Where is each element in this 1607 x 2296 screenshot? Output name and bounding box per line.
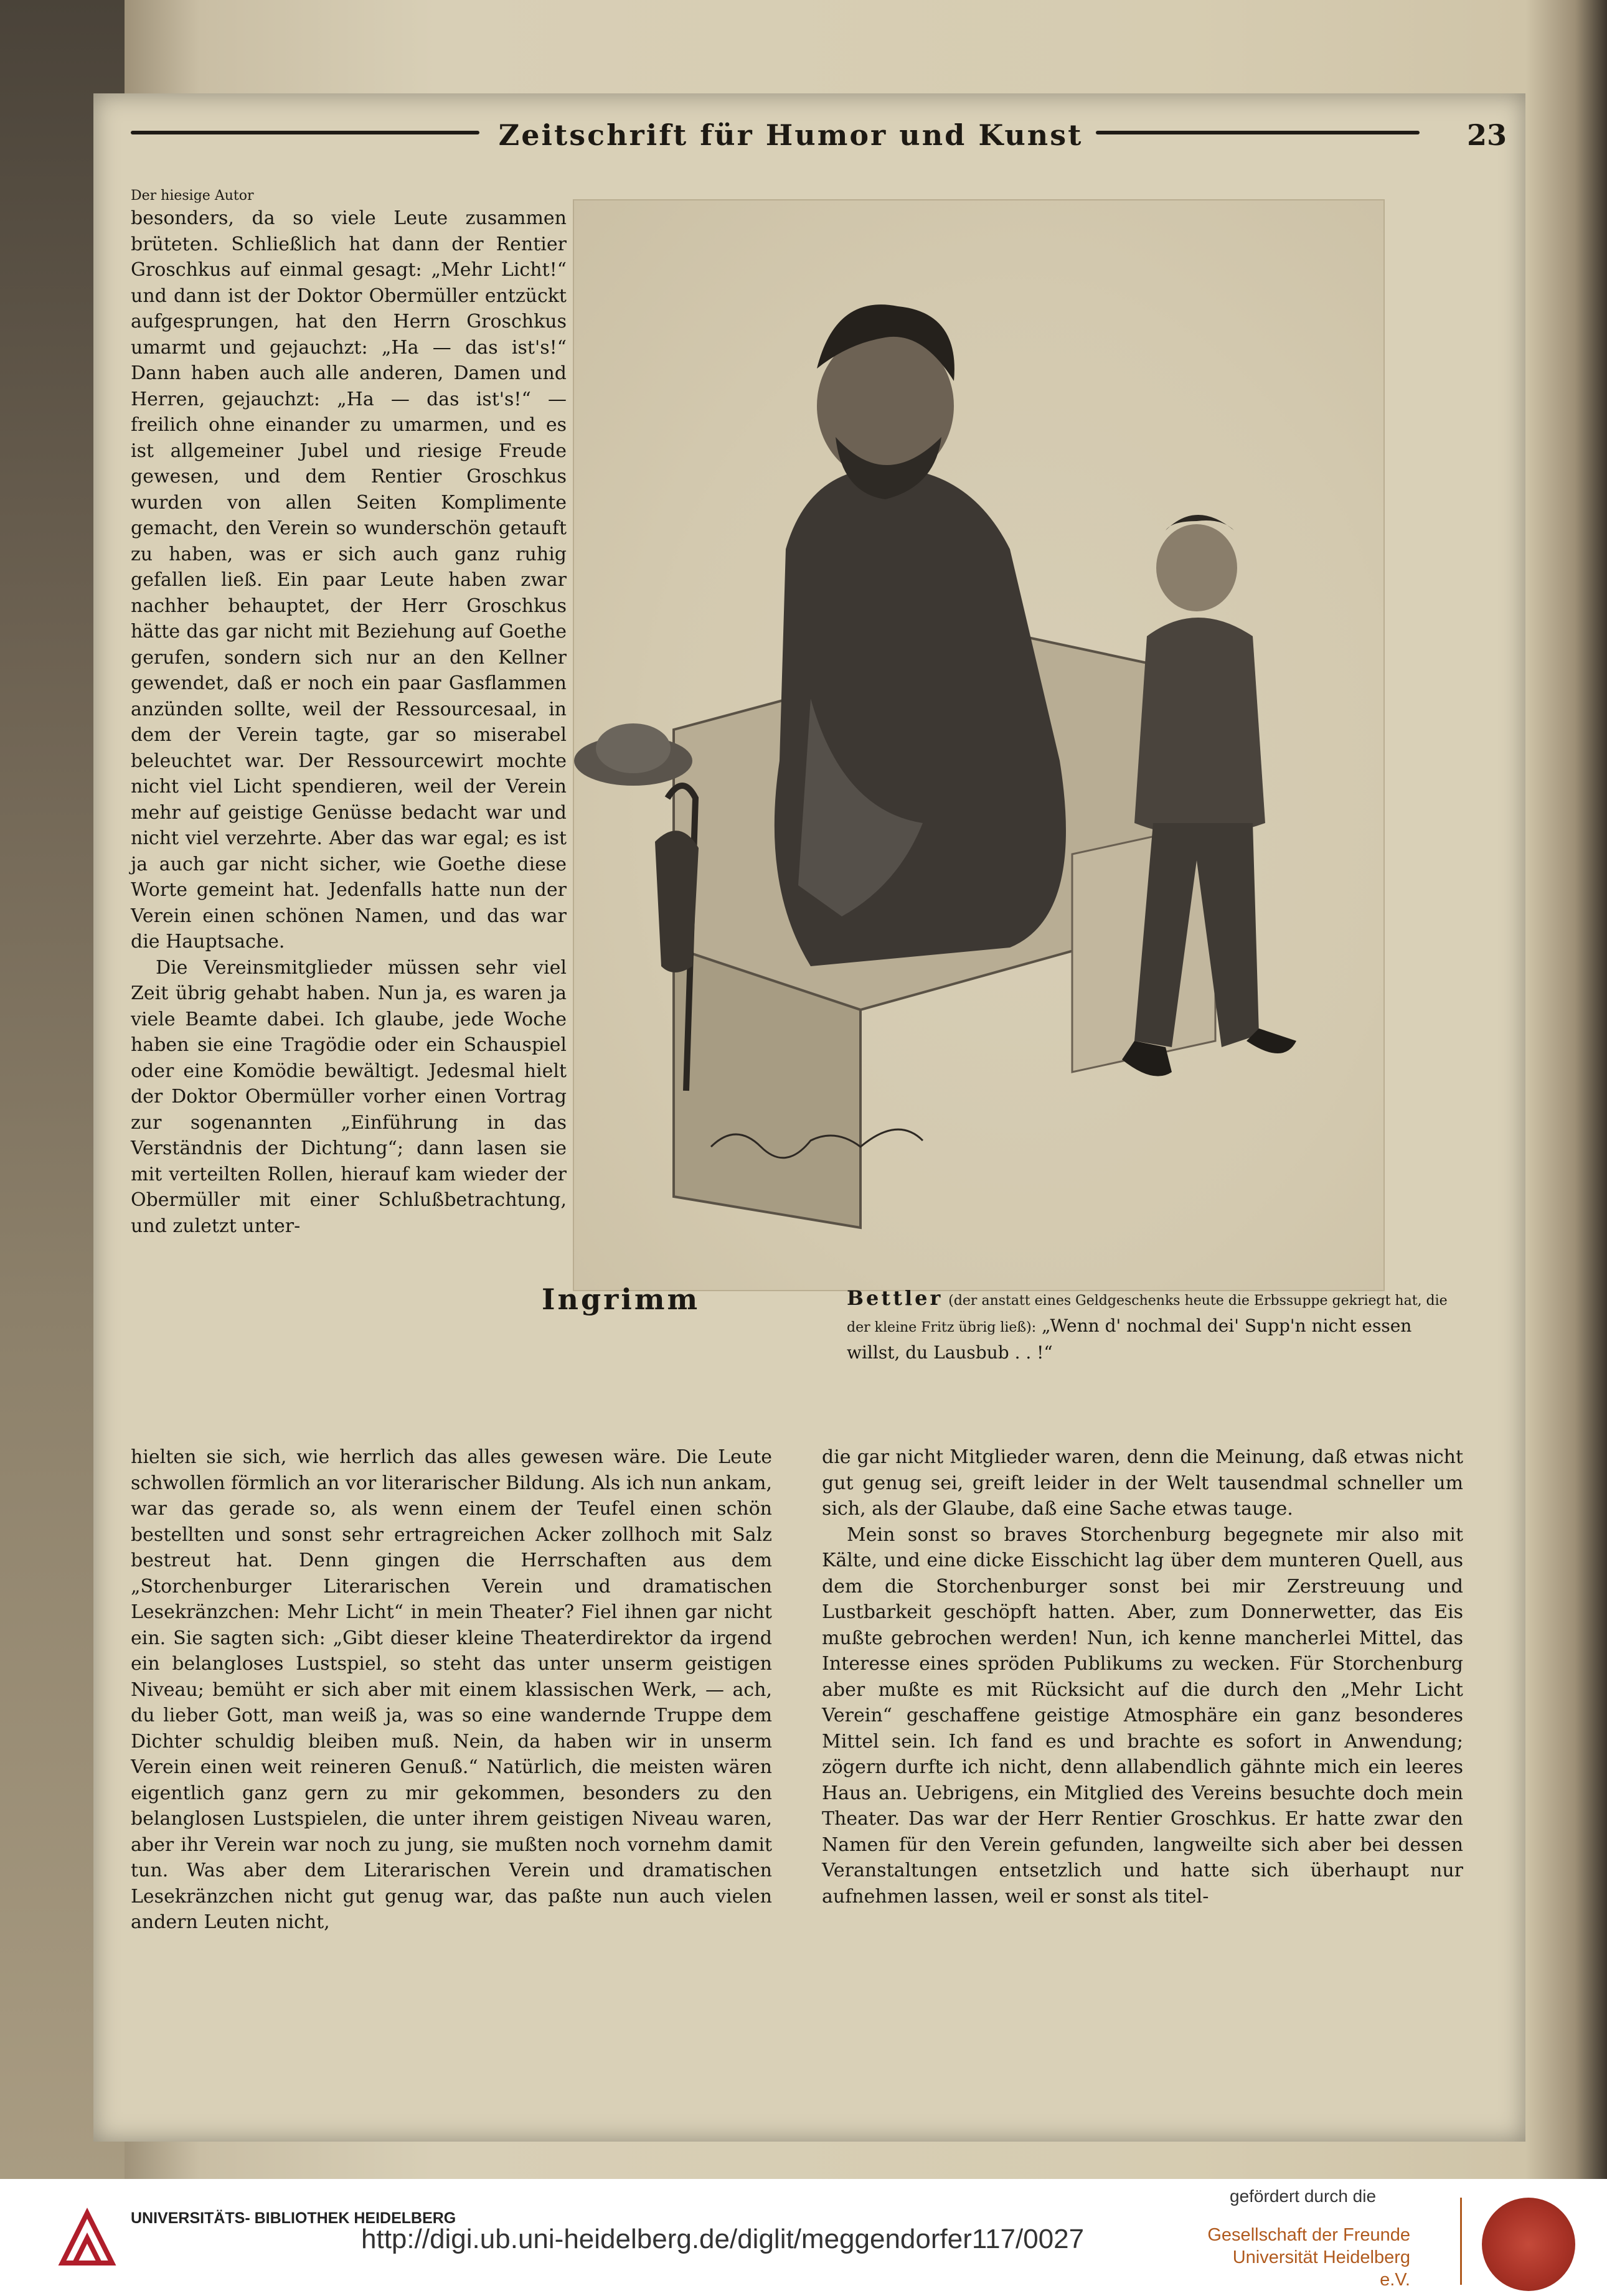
paragraph: die gar nicht Mitglieder waren, denn die Meinung, daß etwas nicht gut genug sei, greift leider in der Welt tausendmal schneller um sich, als der Glaube, daß eine Sache etwas tauge. xyxy=(822,1446,1463,1520)
illustration xyxy=(573,199,1385,1291)
caption-stage-direction: (der anstatt eines Geldgeschenks heute die Erbssuppe gekriegt hat, die der kleine Fritz übrig ließ): xyxy=(847,1293,1448,1335)
sponsor-label: gefördert durch die xyxy=(1230,2186,1377,2206)
header-ornament-right xyxy=(1096,131,1420,134)
library-footer xyxy=(0,2179,1607,2296)
beggar-and-boy-drawing xyxy=(574,200,1383,1290)
caption-text xyxy=(847,1286,1463,1365)
caption-speaker: Bettler xyxy=(847,1286,943,1310)
caption-quote: „Wenn d' nochmal dei' Supp'n nicht essen willst, du Lausbub . . !“ xyxy=(847,1315,1412,1363)
text-column-upper-left xyxy=(131,187,567,1239)
paragraph: Die Vereinsmitglieder müssen sehr viel Zeit übrig gehabt haben. Nun ja, es waren ja viele Beamte dabei. Ich glaube, jede Woche haben sie eine Tragödie oder ein Schauspiel oder eine Komödie bewältigt. Jedesmal hielt der Doktor Obermüller vorher einen Vortrag zur sogenannten „Einführung in das Verständnis der Dichtung“; dann lasen sie mit verteilten Rollen, hierauf kam wieder der Obermüller mit einer Schlußbetrachtung, und zuletzt unter- xyxy=(131,956,567,1237)
page-number: 23 xyxy=(1466,118,1507,152)
university-seal-icon xyxy=(1482,2198,1575,2291)
paragraph: Mein sonst so braves Storchenburg begegnete mir also mit Kälte, und eine dicke Eisschicht lag über dem munteren Quell, aus dem die Storchenburger sonst bei mir Zerstreuung und Lustbarkeit geschöpft hatten. Aber, zum Donnerwetter, das Eis mußte gebrochen werden! Nun, ich kenne mancherlei Mittel, das Interesse eines spröden Publikums zu wecken. Für Storchenburg aber mußte es mit Rücksicht auf die durch den „Mehr Licht Verein“ geschaffene geistige Atmosphäre ein ganz besonderes Mittel sein. Ich fand es und brachte es sofort in Anwendung; zögern durfte ich nicht, denn allabendlich gähnte mich ein leeres Haus an. Uebrigens, ein Mitglied des Vereins besuchte doch mein Theater. Das war der Herr Rentier Groschkus. Er hatte zwar den Namen für den Verein gefunden, langweilte sich aber bei dessen Veranstaltungen entsetzlich und hatte sich überhaupt nur aufnehmen lassen, weil er sonst als titel- xyxy=(822,1523,1463,1908)
permalink-url[interactable]: http://digi.ub.uni-heidelberg.de/diglit/meggendorfer117/0027 xyxy=(361,2224,1085,2254)
footer-divider xyxy=(1460,2198,1462,2285)
text-column-lower-left xyxy=(131,1444,772,1936)
journal-page xyxy=(93,93,1525,2142)
runin-heading: Der hiesige Autor xyxy=(131,188,254,204)
running-header: Zeitschrift für Humor und Kunst xyxy=(498,118,1083,152)
paragraph: hielten sie sich, wie herrlich das alles gewesen wäre. Die Leute schwollen förmlich an vor literarischer Bildung. Als ich nun ankam, war das gerade so, als wenn einem der Teufel einen schön bestellten und sonst sehr ertragreichen Acker zollhoch mit Salz bestreut hat. Denn gingen die Herrschaften aus dem „Storchenburger Literarischen Verein und dramatischen Lesekränzchen: Mehr Licht“ in mein Theater? Fiel ihnen gar nicht ein. Sie sagten sich: „Gibt dieser kleine Theaterdirektor da irgend ein belangloses Lustspiel, so steht das unter unserm geistigen Niveau; bemüht er sich aber mit einem klassischen Werk, — ach, du lieber Gott, man weiß ja, was so eine wandernde Truppe dem Dichter schuldig bleiben muß. Nein, da haben wir in unserm Verein einen weit reineren Genuß.“ Natürlich, die meisten wären eigentlich ganz gern zu mir gekommen, besonders zu den belanglosen Lustspielen, die unter ihrem geistigen Niveau waren, aber ihr Verein war noch zu jung, sie mußten noch vornehm damit tun. Was aber dem Literarischen Verein und dramatischen Lesekränzchen nicht gut genug war, das paßte nun auch vielen andern Leuten nicht, xyxy=(131,1446,772,1933)
library-name: UNIVERSITÄTS- BIBLIOTHEK HEIDELBERG xyxy=(131,2209,456,2227)
paragraph: besonders, da so viele Leute zusammen brüteten. Schließlich hat dann der Rentier Groschkus auf einmal gesagt: „Mehr Licht!“ und dann ist der Doktor Obermüller entzückt aufgesprungen, hat den Herrn Groschkus umarmt und gejauchzt: „Ha — das ist's!“ Dann haben auch alle anderen, Damen und Herren, gejauchzt: „Ha — das ist's!“ — freilich ohne einander zu umarmen, und es ist allgemeiner Jubel und riesige Freude gewesen, und dem Rentier Groschkus wurden von allen Seiten Komplimente gemacht, den Verein so wunderschön getauft zu haben, was er sich auch ganz ruhig gefallen ließ. Ein paar Leute haben zwar nachher behauptet, der Herr Groschkus hätte das gar nicht mit Beziehung auf Goethe gerufen, sondern sich nur an den Kellner gewendet, daß er noch ein paar Gasflammen anzünden sollte, weil der Ressourcesaal, in dem der Verein tagte, gar so miserabel beleuchtet war. Der Ressourcewirt mochte nicht viel Licht spendieren, weil der Verein mehr auf geistige Genüsse bedacht war und nicht viel verzehrte. Aber das war egal; es ist ja auch gar nicht sicher, wie Goethe diese Worte gemeint hat. Jedenfalls hatte nun der Verein einen schönen Namen, und das war die Hauptsache. xyxy=(131,207,567,953)
header-ornament-left xyxy=(131,131,479,134)
university-library-logo xyxy=(56,2207,118,2269)
text-column-lower-right xyxy=(822,1444,1463,1909)
caption-title: Ingrimm xyxy=(542,1282,700,1316)
sponsor-name: Gesellschaft der Freunde Universität Heidelberg e.V. xyxy=(1207,2225,1410,2290)
